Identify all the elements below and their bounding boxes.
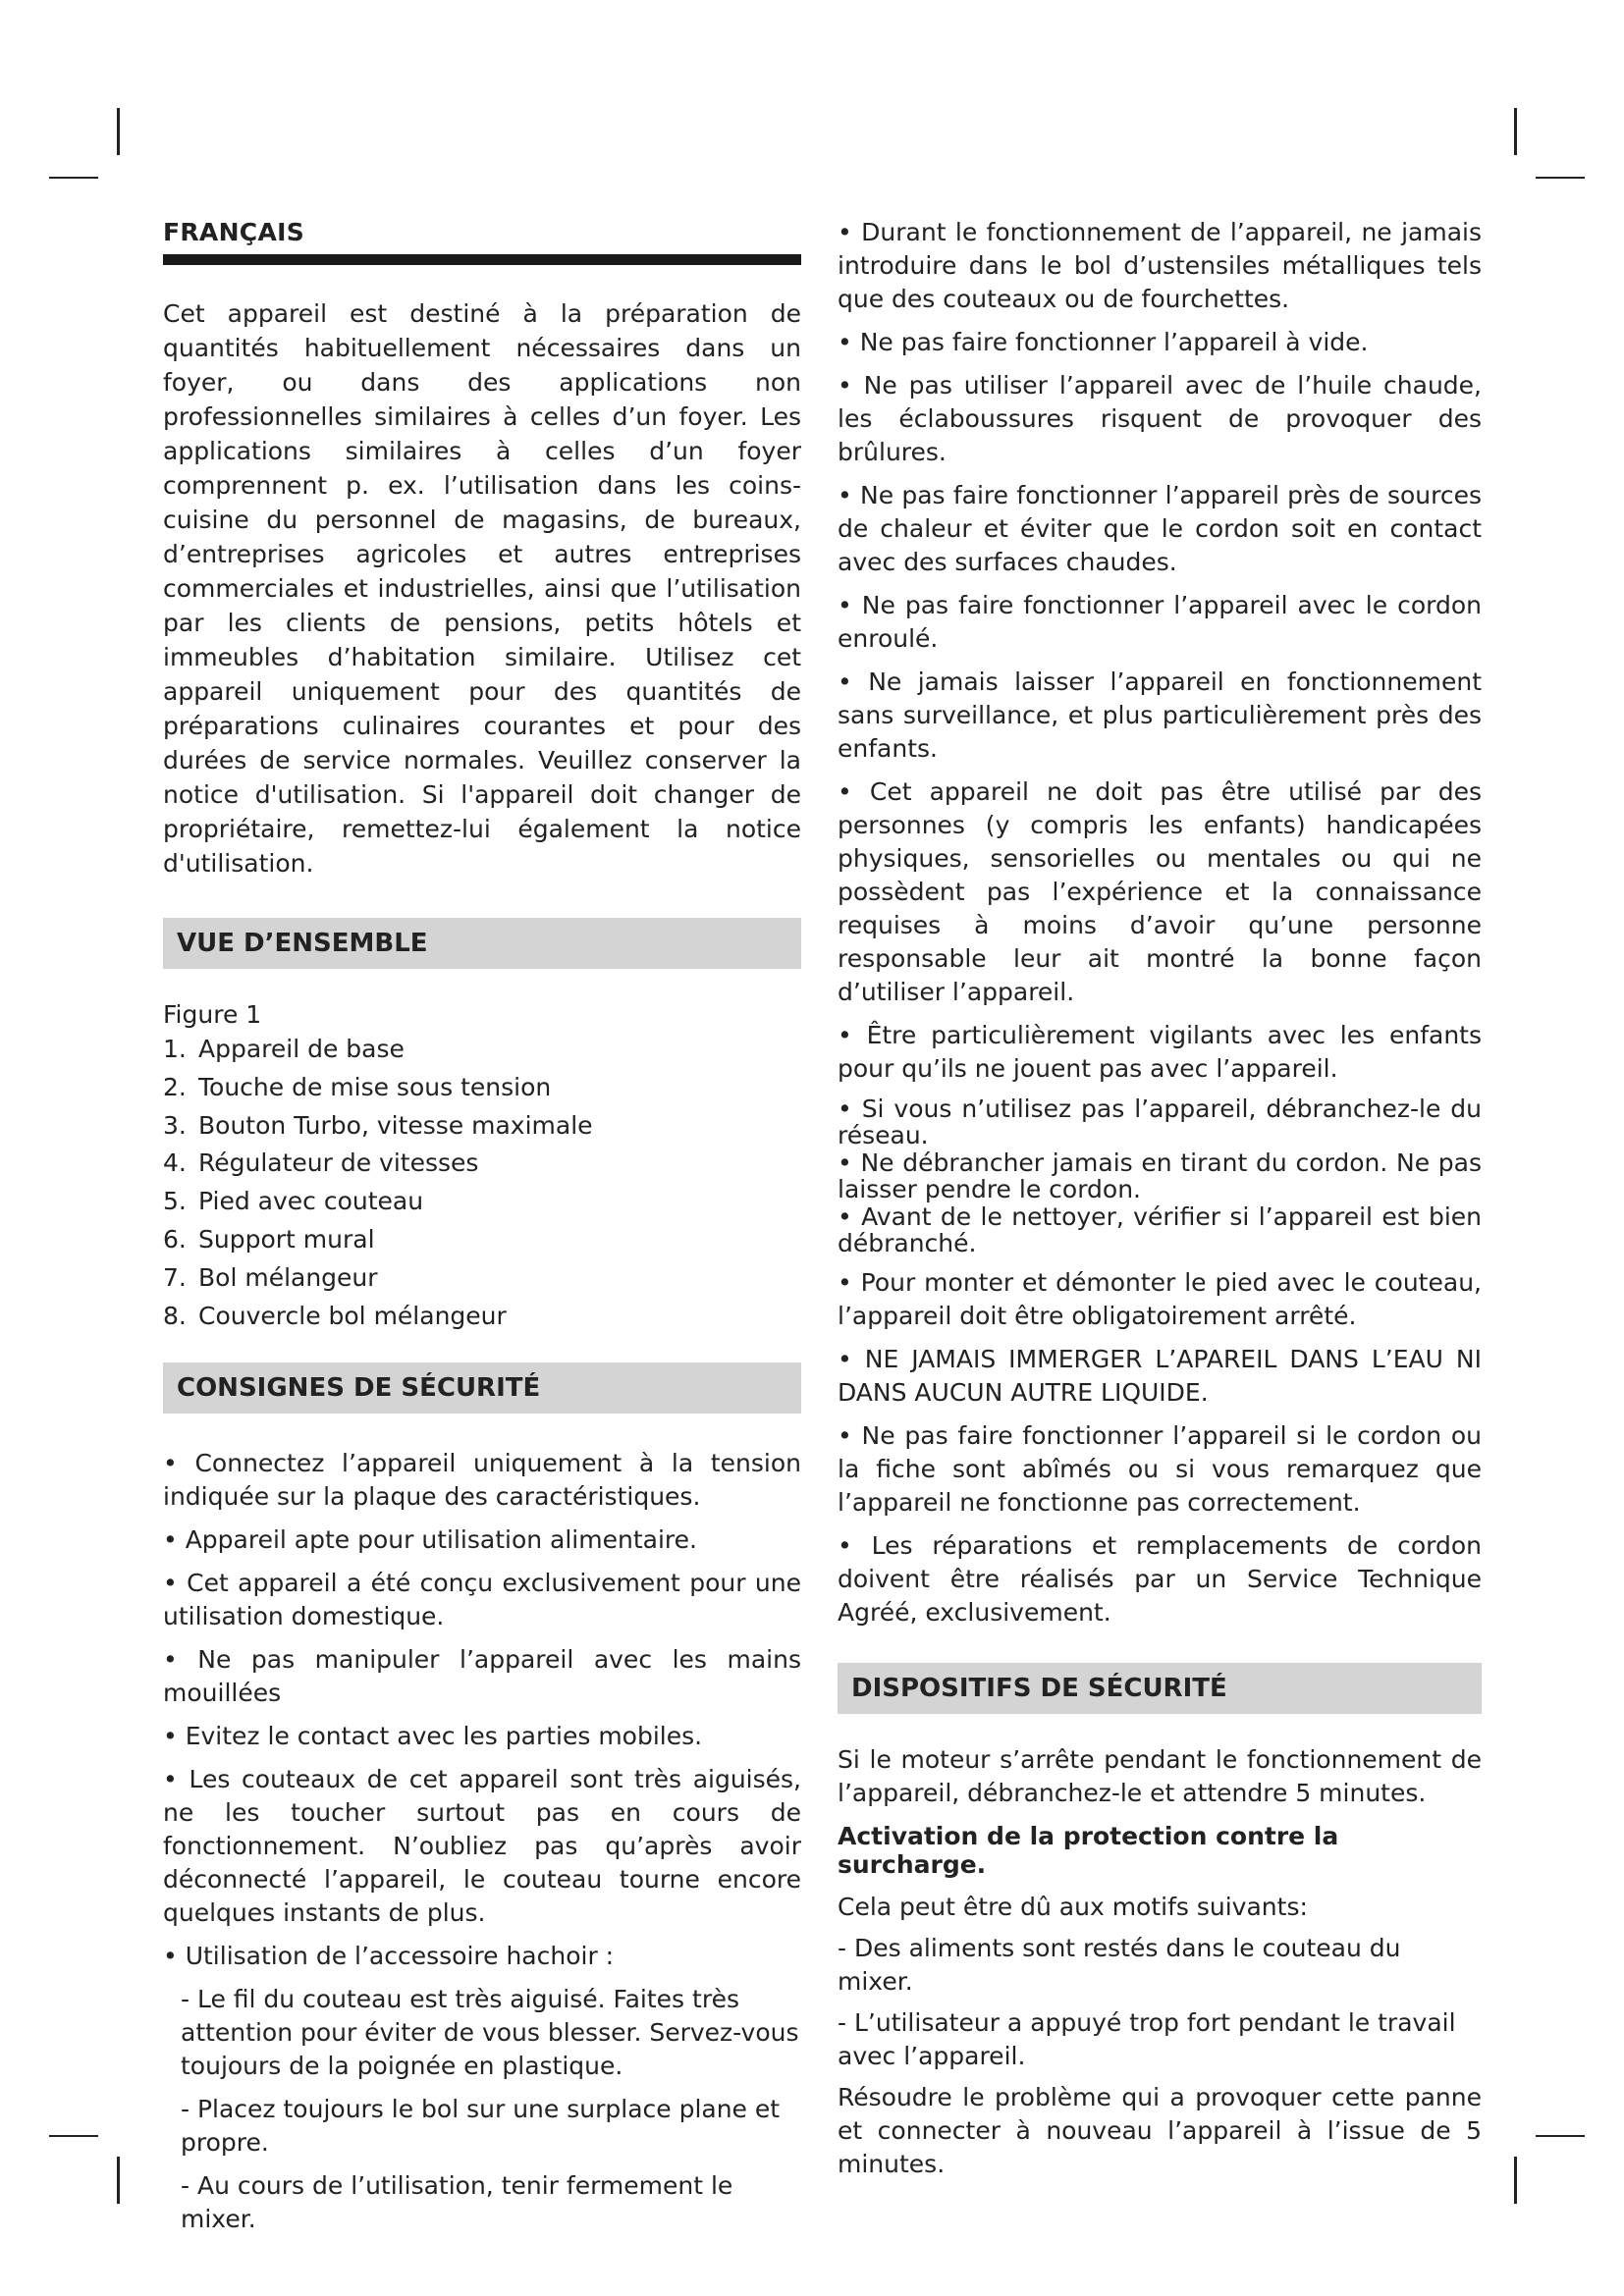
safety-item: • Ne pas utiliser l’appareil avec de l’huile chaude, les éclaboussures risquent de provoquer des brûlures. (838, 369, 1482, 469)
parts-list-item: 1. Appareil de base (163, 1035, 405, 1063)
crop-mark (49, 2135, 98, 2137)
safety-item: • Être particulièrement vigilants avec les enfants pour qu’ils ne jouent pas avec l’appareil. (838, 1019, 1482, 1086)
left-column (163, 218, 801, 2246)
cause-item: - L’utilisateur a appuyé trop fort pendant le travail avec l’appareil. (838, 2008, 1456, 2070)
right-column (838, 216, 1482, 2181)
section-heading-overview: VUE D’ENSEMBLE (163, 918, 801, 969)
safety-item: • Ne jamais laisser l’appareil en fonctionnement sans surveillance, et plus particulièrement près des enfants. (838, 666, 1482, 766)
crop-mark (1514, 108, 1517, 155)
crop-mark (1536, 177, 1585, 179)
parts-list-item: 5. Pied avec couteau (163, 1187, 424, 1216)
resolution-paragraph: Résoudre le problème qui a provoquer cette panne et connecter à nouveau l’appareil à l’issue de 5 minutes. (838, 2083, 1482, 2178)
safety-item: • Les couteaux de cet appareil sont très aiguisés, ne les toucher surtout pas en cours de fonctionnement. N’oubliez pas qu’après avoir déconnecté l’appareil, le couteau tourne encore quelques instants de plus. (163, 1763, 801, 1930)
parts-list-item: 7. Bol mélangeur (163, 1262, 378, 1292)
section-heading-safety: CONSIGNES DE SÉCURITÉ (163, 1362, 801, 1414)
safety-item: • NE JAMAIS IMMERGER L’APAREIL DANS L’EAU NI DANS AUCUN AUTRE LIQUIDE. (838, 1343, 1482, 1410)
parts-list (163, 1031, 801, 1335)
intro-paragraph: Cet appareil est destiné à la préparation de quantités habituellement nécessaires dans un foyer, ou dans des applications non professionnelles similaires à celles d’un foyer. Les applications similaires à celles d’un foyer comprennent p. ex. l’utilisation dans les coins-cuisine du personnel de magasins, de bureaux, d’entreprises agricoles et autres entreprises commerciales et industrielles, ainsi que l’utilisation par les clients de pensions, petits hôtels et immeubles d’habitation similaire. Utilisez cet appareil uniquement pour des quantités de préparations culinaires courantes et pour des durées de service normales. Veuillez conserver la notice d'utilisation. Si l'appareil doit changer de propriétaire, remettez-lui également la notice d'utilisation. (163, 299, 801, 878)
crop-mark (1514, 2157, 1517, 2204)
safety-item: • Ne débrancher jamais en tirant du cordon. Ne pas laisser pendre le cordon. (838, 1149, 1482, 1202)
safety-list-left (163, 1447, 801, 1973)
safety-item: • Ne pas faire fonctionner l’appareil près de sources de chaleur et éviter que le cordon soit en contact avec des surfaces chaudes. (838, 479, 1482, 579)
parts-list-item: 8. Couvercle bol mélangeur (163, 1301, 507, 1330)
safety-item: • Ne pas faire fonctionner l’appareil si le cordon ou la fiche sont abîmés ou si vous remarquez que l’appareil ne fonctionne pas correctement. (838, 1419, 1482, 1520)
chopper-subitem: - Au cours de l’utilisation, tenir fermement le mixer. (181, 2171, 733, 2234)
safety-item: • Durant le fonctionnement de l’appareil, ne jamais introduire dans le bol d’ustensiles métalliques tels que des couteaux ou de fourchettes. (838, 216, 1482, 316)
safety-item: • Cet appareil a été conçu exclusivement pour une utilisation domestique. (163, 1567, 801, 1633)
language-title: FRANÇAIS (163, 218, 801, 265)
figure-label: Figure 1 (163, 1000, 262, 1029)
safety-item: • Si vous n’utilisez pas l’appareil, débranchez-le du réseau. (838, 1095, 1482, 1148)
devices-paragraph: Si le moteur s’arrête pendant le fonctionnement de l’appareil, débranchez-le et attendre 5 minutes. (838, 1745, 1482, 1807)
safety-item: • Utilisation de l’accessoire hachoir : (163, 1940, 801, 1973)
causes-intro: Cela peut être dû aux motifs suivants: (838, 1893, 1308, 1921)
crop-mark (117, 108, 120, 155)
safety-item: • Ne pas faire fonctionner l’appareil à vide. (838, 326, 1482, 359)
safety-list-right (838, 216, 1482, 1629)
parts-list-item: 4. Régulateur de vitesses (163, 1148, 479, 1178)
safety-item: • Connectez l’appareil uniquement à la tension indiquée sur la plaque des caractéristiques. (163, 1447, 801, 1514)
chopper-subitem: - Le fil du couteau est très aiguisé. Faites très attention pour éviter de vous blesser. Servez-vous toujours de la poignée en plastique. (181, 1985, 799, 2081)
safety-item: • Les réparations et remplacements de cordon doivent être réalisés par un Service Technique Agréé, exclusivement. (838, 1529, 1482, 1629)
section-heading-devices: DISPOSITIFS DE SÉCURITÉ (838, 1663, 1482, 1714)
crop-mark (49, 177, 98, 179)
overload-subheading: Activation de la protection contre la surcharge. (838, 1822, 1339, 1879)
chopper-subitem: - Placez toujours le bol sur une surplace plane et propre. (181, 2095, 781, 2158)
safety-item: • Evitez le contact avec les parties mobiles. (163, 1720, 801, 1753)
safety-item: • Ne pas faire fonctionner l’appareil avec le cordon enroulé. (838, 589, 1482, 656)
cause-item: - Des aliments sont restés dans le couteau du mixer. (838, 1934, 1401, 1996)
parts-list-item: 2. Touche de mise sous tension (163, 1072, 552, 1101)
safety-item: • Cet appareil ne doit pas être utilisé par des personnes (y compris les enfants) handicapées physiques, sensorielles ou mentales ou qui ne possèdent pas l’expérience et la connaissance requises à moins d’avoir qu’une personne responsable leur ait montré la bonne façon d’utiliser l’appareil. (838, 775, 1482, 1009)
safety-item: • Ne pas manipuler l’appareil avec les mains mouillées (163, 1643, 801, 1710)
safety-item: • Appareil apte pour utilisation alimentaire. (163, 1523, 801, 1557)
safety-item: • Pour monter et démonter le pied avec le couteau, l’appareil doit être obligatoirement arrêté. (838, 1266, 1482, 1333)
crop-mark (117, 2157, 120, 2204)
parts-list-item: 6. Support mural (163, 1224, 375, 1254)
safety-item: • Avant de le nettoyer, vérifier si l’appareil est bien débranché. (838, 1203, 1482, 1256)
parts-list-item: 3. Bouton Turbo, vitesse maximale (163, 1110, 593, 1140)
crop-mark (1536, 2135, 1585, 2137)
